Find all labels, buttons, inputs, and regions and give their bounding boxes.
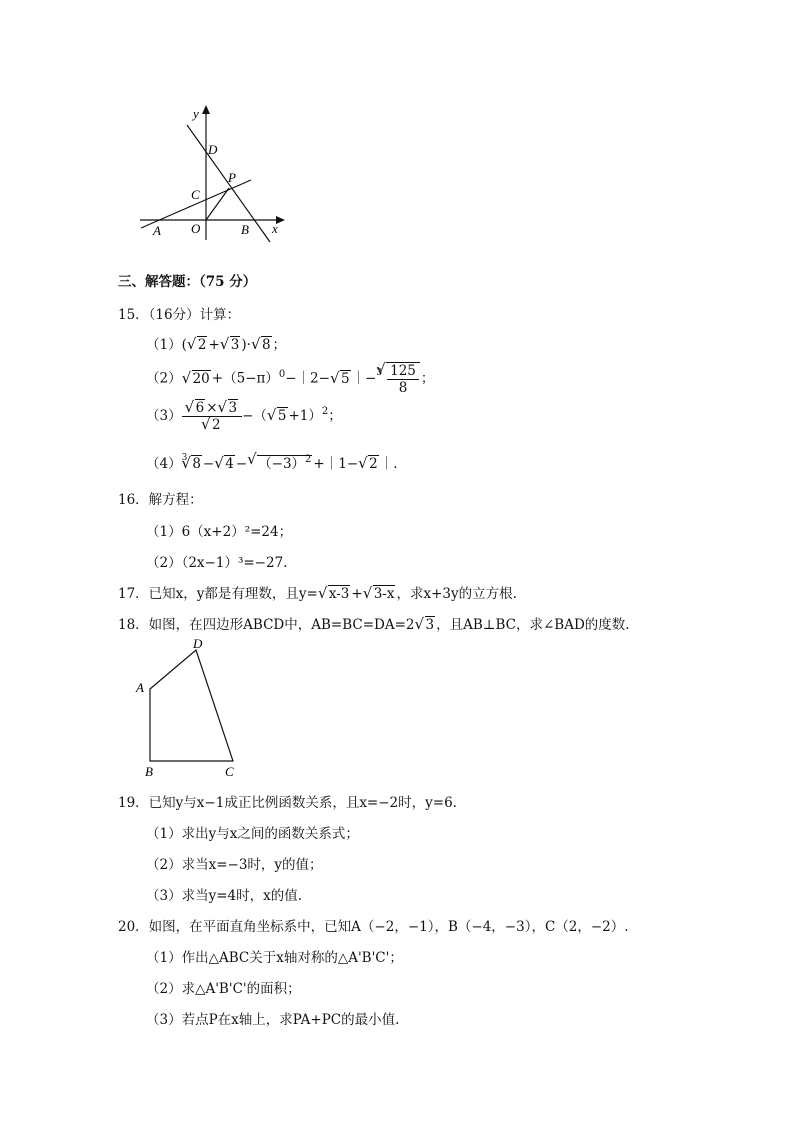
label-b: B [241,222,249,237]
label-d: D [208,142,218,157]
q19-part2: （2）求当x=−3时，y的值； [146,857,323,873]
label-c: C [225,764,234,779]
q19-part3: （3）求当y=4时，x的值. [146,888,303,904]
q16-stem: 16．解方程： [118,492,203,508]
q15-part2: （2）√ $20 +(5-\pi)^0-|2-√$ 5 ｜−$^3$ √ $\frac{125}{8}$ ； [146,362,434,396]
label-c: C [191,187,200,202]
label-d: D [193,636,203,651]
q17: 17．已知x，y都是有理数，且y=√ x-3 +√ 3-x ，求x+3y的立方根. [118,582,517,602]
q18: 18．如图，在四边形ABCD中，AB=BC=DA=2√ 3 ，且AB⊥BC，求∠BAD的度数. [118,613,630,633]
q16-part1: （1）6（x+2）²=24； [146,524,293,540]
q20-stem: 20．如图，在平面直角坐标系中，已知A（−2，−1），B（−4，−3），C（2，−2）. [118,919,629,935]
quadrilateral-figure [130,636,250,782]
coordinate-figure [135,100,295,245]
section-title: 三、解答题：（75 分） [118,274,257,290]
q20-part2: （2）求△A'B'C'的面积； [146,981,301,997]
label-b: B [145,764,153,779]
segment-op [206,188,229,220]
label-o: O [191,221,201,236]
q15-stem: 15．（16分）计算： [118,307,241,323]
q15-part4: $(4)^3√$ 8 −√ 4 −√ $(-3)^2$ +｜1−√ 2 ｜. [146,452,398,472]
quadrilateral-abcd [150,650,233,761]
label-y: y [193,106,199,121]
label-a: A [136,680,144,695]
q20-part1: （1）作出△ABC关于x轴对称的△A'B'C'； [146,950,403,966]
label-x: x [272,221,278,236]
q19-stem: 19．已知y与x−1成正比例函数关系，且x=−2时，y=6. [118,795,457,811]
y-axis-arrow [202,105,210,114]
label-p: P [228,170,236,185]
q16-part2: （2）（2x−1）³=−27. [146,555,288,571]
label-a: A [153,223,161,238]
q20-part3: （3）若点P在x轴上，求PA+PC的最小值. [146,1012,400,1028]
q15-part3: （3） √ 6 ×√ 3 √ 2 −（√ 5 +1）$^2$； [146,400,342,433]
q19-part1: （1）求出y与x之间的函数关系式； [146,826,359,842]
q15-part1: （1）(√ 2 +√ 3 )·√ 8 ； [146,333,286,353]
